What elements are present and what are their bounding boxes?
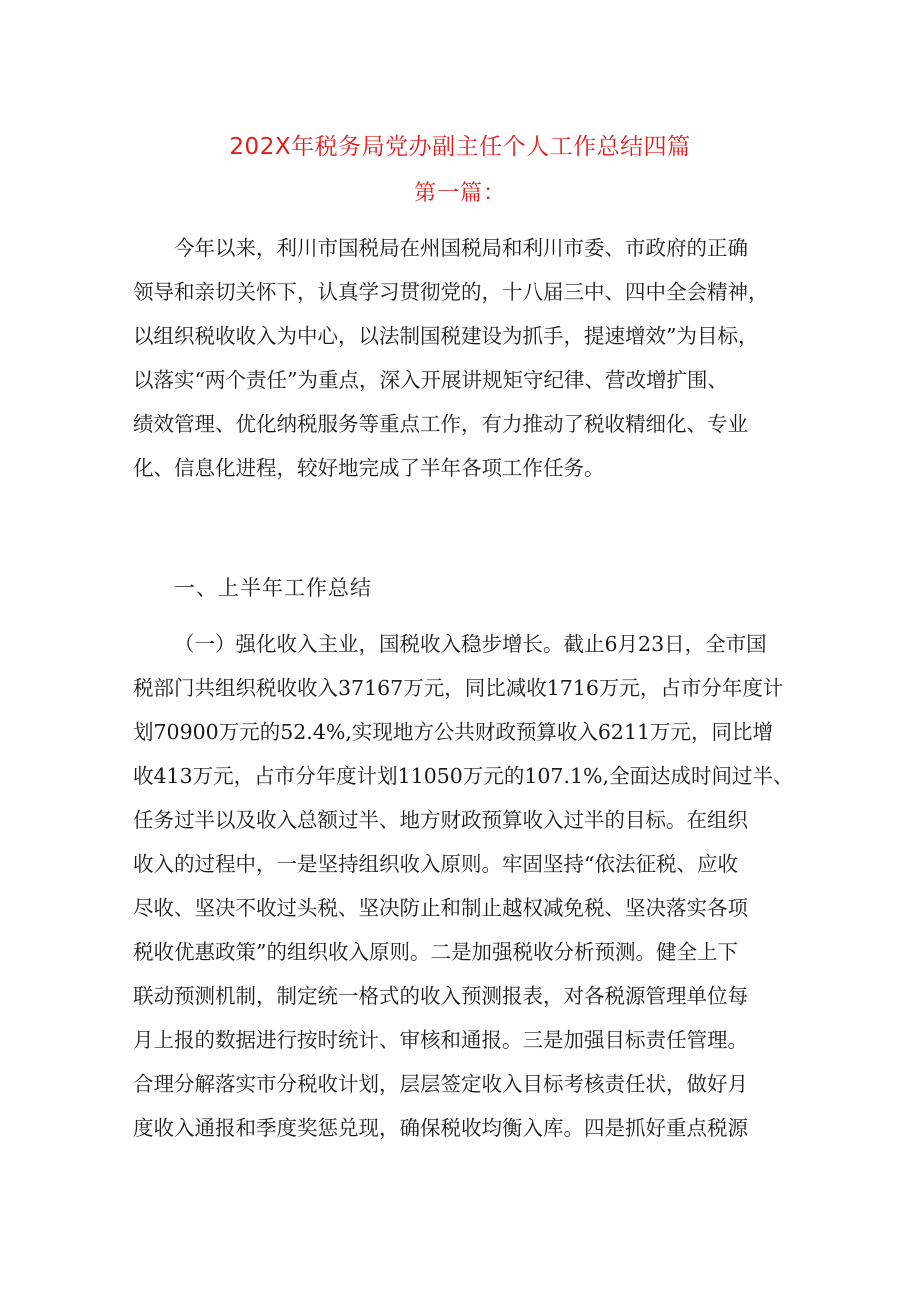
- body-line: （一）强化收入主业，国税收入稳步增长。截止6月23日，全市国: [174, 632, 767, 656]
- body-line: 月上报的数据进行按时统计、审核和通报。三是加强目标责任管理。: [133, 1028, 748, 1052]
- intro-line: 绩效管理、优化纳税服务等重点工作，有力推动了税收精细化、专业: [133, 412, 748, 436]
- intro-line: 以落实“两个责任”为重点，深入开展讲规矩守纪律、营改增扩围、: [133, 368, 728, 392]
- body-line: 收413万元，占市分年度计划11050万元的107.1%,全面达成时间过半、: [133, 764, 794, 788]
- body-line: 任务过半以及收入总额过半、地方财政预算收入过半的目标。在组织: [133, 808, 748, 832]
- body-line: 度收入通报和季度奖惩兑现，确保税收均衡入库。四是抓好重点税源: [133, 1116, 748, 1140]
- body-line: 税收优惠政策”的组织收入原则。二是加强税收分析预测。健全上下: [133, 940, 738, 964]
- body-line: 联动预测机制，制定统一格式的收入预测报表，对各税源管理单位每: [133, 984, 748, 1008]
- body-line: 合理分解落实市分税收计划，层层签定收入目标考核责任状，做好月: [133, 1072, 748, 1096]
- intro-line: 化、信息化进程，较好地完成了半年各项工作任务。: [133, 456, 605, 480]
- intro-line: 领导和亲切关怀下，认真学习贯彻党的，十八届三中、四中全会精神，: [133, 280, 769, 304]
- body-paragraph: [133, 622, 798, 1150]
- document-title: 202X年税务局党办副主任个人工作总结四篇: [229, 134, 691, 160]
- intro-paragraph: [133, 226, 798, 490]
- body-line: 收入的过程中，一是坚持组织收入原则。牢固坚持“依法征税、应收: [133, 852, 738, 876]
- intro-line: 以组织税收收入为中心，以法制国税建设为抓手，提速增效”为目标，: [133, 324, 759, 348]
- body-line: 税部门共组织税收收入37167万元，同比减收1716万元，占市分年度计: [133, 676, 784, 700]
- body-line: 划70900万元的52.4%,实现地方公共财政预算收入6211万元，同比增: [133, 720, 774, 744]
- intro-line: 今年以来，利川市国税局在州国税局和利川市委、市政府的正确: [174, 236, 748, 260]
- part-title: 第一篇：: [413, 181, 506, 206]
- body-line: 尽收、坚决不收过头税、坚决防止和制止越权减免税、坚决落实各项: [133, 896, 748, 920]
- section-heading: 一、上半年工作总结: [174, 576, 372, 600]
